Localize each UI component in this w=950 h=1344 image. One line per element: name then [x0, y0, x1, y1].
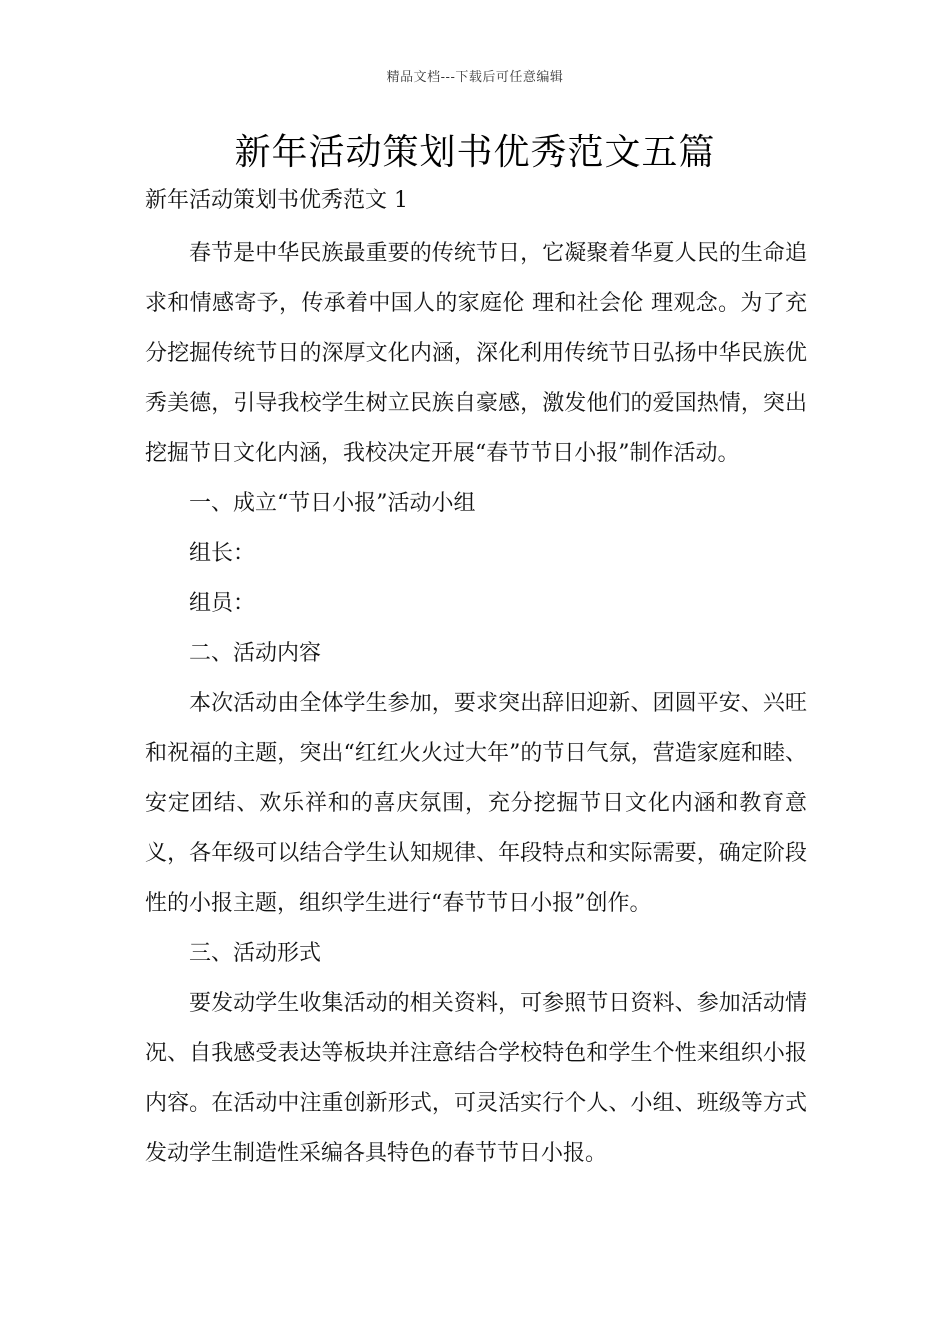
- heading-form-group: 一、成立“节日小报”活动小组: [189, 491, 476, 516]
- field-group-members: 组员：: [189, 591, 256, 616]
- paragraph-activity-content: 本次活动由全体学生参加，要求突出辞旧迎新、团圆平安、兴旺和祝福的主题，突出“红红火火过大年”的节日气氛，营造家庭和睦、安定团结、欢乐祥和的喜庆氛围，充分挖掘节日文化内涵和教育意义，各年级可以结合学生认知规律、年段特点和实际需要，确定阶段性的小报主题，组织学生进行“春节节日小报”创作。: [145, 691, 807, 916]
- section-heading: 新年活动策划书优秀范文 1: [145, 188, 408, 213]
- document-body: [145, 229, 807, 1179]
- page-header-note: 精品文档---下载后可任意编辑: [386, 70, 564, 85]
- document-title: 新年活动策划书优秀范文五篇: [234, 132, 716, 173]
- heading-activity-form: 三、活动形式: [189, 941, 322, 966]
- field-group-leader: 组长：: [189, 541, 256, 566]
- paragraph-activity-form: 要发动学生收集活动的相关资料，可参照节日资料、参加活动情况、自我感受表达等板块并注意结合学校特色和学生个性来组织小报内容。在活动中注重创新形式，可灵活实行个人、小组、班级等方式发动学生制造性采编各具特色的春节节日小报。: [145, 991, 807, 1166]
- paragraph-intro: 春节是中华民族最重要的传统节日，它凝聚着华夏人民的生命追求和情感寄予，传承着中国人的家庭伦 理和社会伦 理观念。为了充分挖掘传统节日的深厚文化内涵，深化利用传统节日弘扬中华民族优秀美德，引导我校学生树立民族自豪感，激发他们的爱国热情，突出挖掘节日文化内涵，我校决定开展“春节节日小报”制作活动。: [145, 241, 807, 466]
- heading-activity-content: 二、活动内容: [189, 641, 322, 666]
